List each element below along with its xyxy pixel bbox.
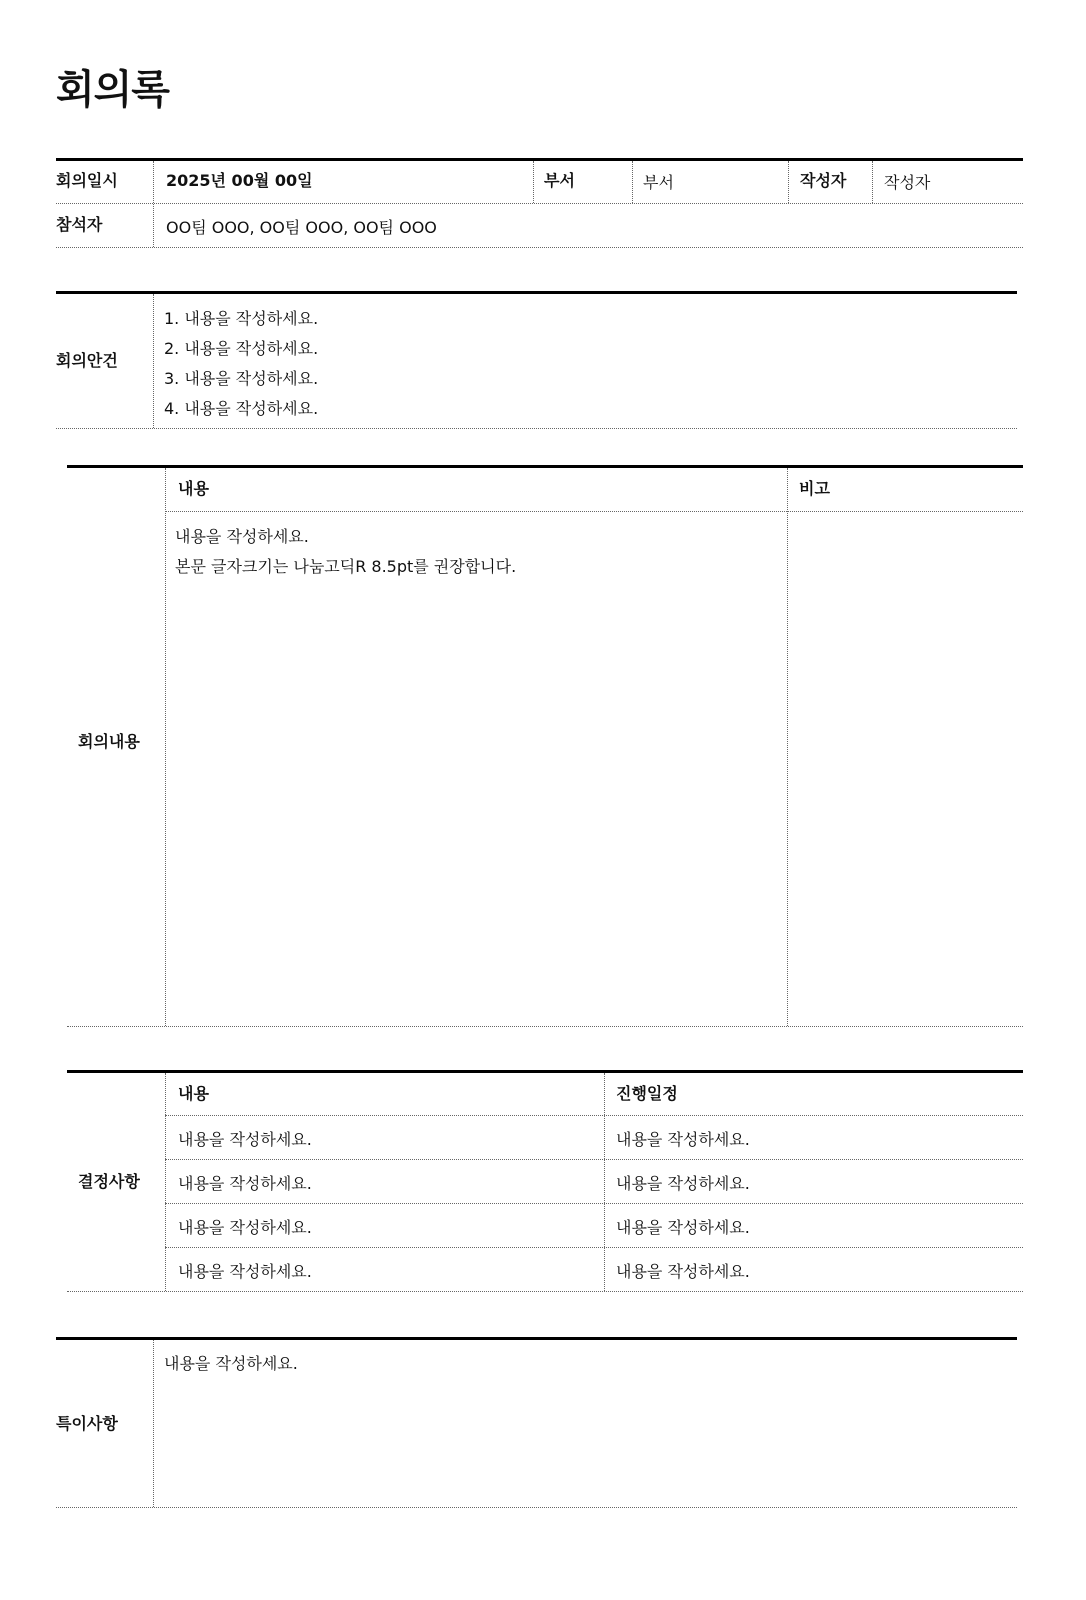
row-divider (165, 1247, 1023, 1248)
agenda-item[interactable]: 2. 내용을 작성하세요. (164, 339, 319, 358)
row-divider (165, 1159, 1023, 1160)
column-divider (787, 468, 788, 1026)
discussion-label: 회의내용 (78, 732, 140, 751)
column-divider (604, 1073, 605, 1291)
section-top-rule (67, 465, 1023, 468)
author-value[interactable]: 작성자 (884, 173, 931, 192)
decision-schedule[interactable]: 내용을 작성하세요. (616, 1262, 750, 1281)
discussion-body[interactable] (175, 522, 516, 582)
row-divider (56, 203, 1023, 204)
notes-text[interactable]: 내용을 작성하세요. (164, 1354, 298, 1373)
column-divider (165, 468, 166, 1026)
body-line: 내용을 작성하세요. (175, 527, 309, 546)
section-bottom-rule (67, 1026, 1023, 1027)
column-divider (153, 1340, 154, 1507)
author-label: 작성자 (800, 171, 847, 190)
meeting-date-value[interactable]: 2025년 00월 00일 (166, 171, 313, 190)
attendees-value[interactable]: OO팀 OOO, OO팀 OOO, OO팀 OOO (166, 218, 437, 237)
agenda-item[interactable]: 4. 내용을 작성하세요. (164, 399, 319, 418)
column-divider (872, 161, 873, 203)
agenda-label: 회의안건 (56, 351, 118, 370)
agenda-list (164, 304, 318, 424)
decision-content[interactable]: 내용을 작성하세요. (178, 1130, 312, 1149)
content-header: 내용 (178, 1084, 209, 1103)
column-divider (788, 161, 789, 203)
content-header: 내용 (178, 479, 209, 498)
column-divider (153, 161, 154, 247)
body-line: 본문 글자크기는 나눔고딕R 8.5pt를 권장합니다. (175, 557, 517, 576)
agenda-item[interactable]: 3. 내용을 작성하세요. (164, 369, 319, 388)
column-divider (533, 161, 534, 203)
row-divider (165, 1203, 1023, 1204)
agenda-item[interactable]: 1. 내용을 작성하세요. (164, 309, 319, 328)
notes-label: 특이사항 (56, 1414, 118, 1433)
meeting-date-label: 회의일시 (56, 171, 118, 190)
decision-content[interactable]: 내용을 작성하세요. (178, 1218, 312, 1237)
department-label: 부서 (544, 171, 575, 190)
attendees-label: 참석자 (56, 215, 103, 234)
table-top-rule (56, 158, 1023, 161)
decisions-label: 결정사항 (78, 1172, 140, 1191)
section-top-rule (67, 1070, 1023, 1073)
department-value[interactable]: 부서 (643, 173, 674, 192)
section-top-rule (56, 1337, 1017, 1340)
decision-schedule[interactable]: 내용을 작성하세요. (616, 1174, 750, 1193)
note-header: 비고 (799, 479, 830, 498)
document-title: 회의록 (56, 67, 169, 113)
header-divider (165, 511, 1023, 512)
row-divider (56, 247, 1023, 248)
decision-schedule[interactable]: 내용을 작성하세요. (616, 1218, 750, 1237)
schedule-header: 진행일정 (616, 1084, 678, 1103)
decision-content[interactable]: 내용을 작성하세요. (178, 1174, 312, 1193)
column-divider (153, 294, 154, 428)
section-bottom-rule (56, 428, 1017, 429)
decision-schedule[interactable]: 내용을 작성하세요. (616, 1130, 750, 1149)
decision-content[interactable]: 내용을 작성하세요. (178, 1262, 312, 1281)
section-bottom-rule (67, 1291, 1023, 1292)
row-divider (165, 1115, 1023, 1116)
column-divider (632, 161, 633, 203)
section-bottom-rule (56, 1507, 1017, 1508)
note-cell[interactable] (790, 514, 1020, 1024)
section-top-rule (56, 291, 1017, 294)
column-divider (165, 1073, 166, 1291)
